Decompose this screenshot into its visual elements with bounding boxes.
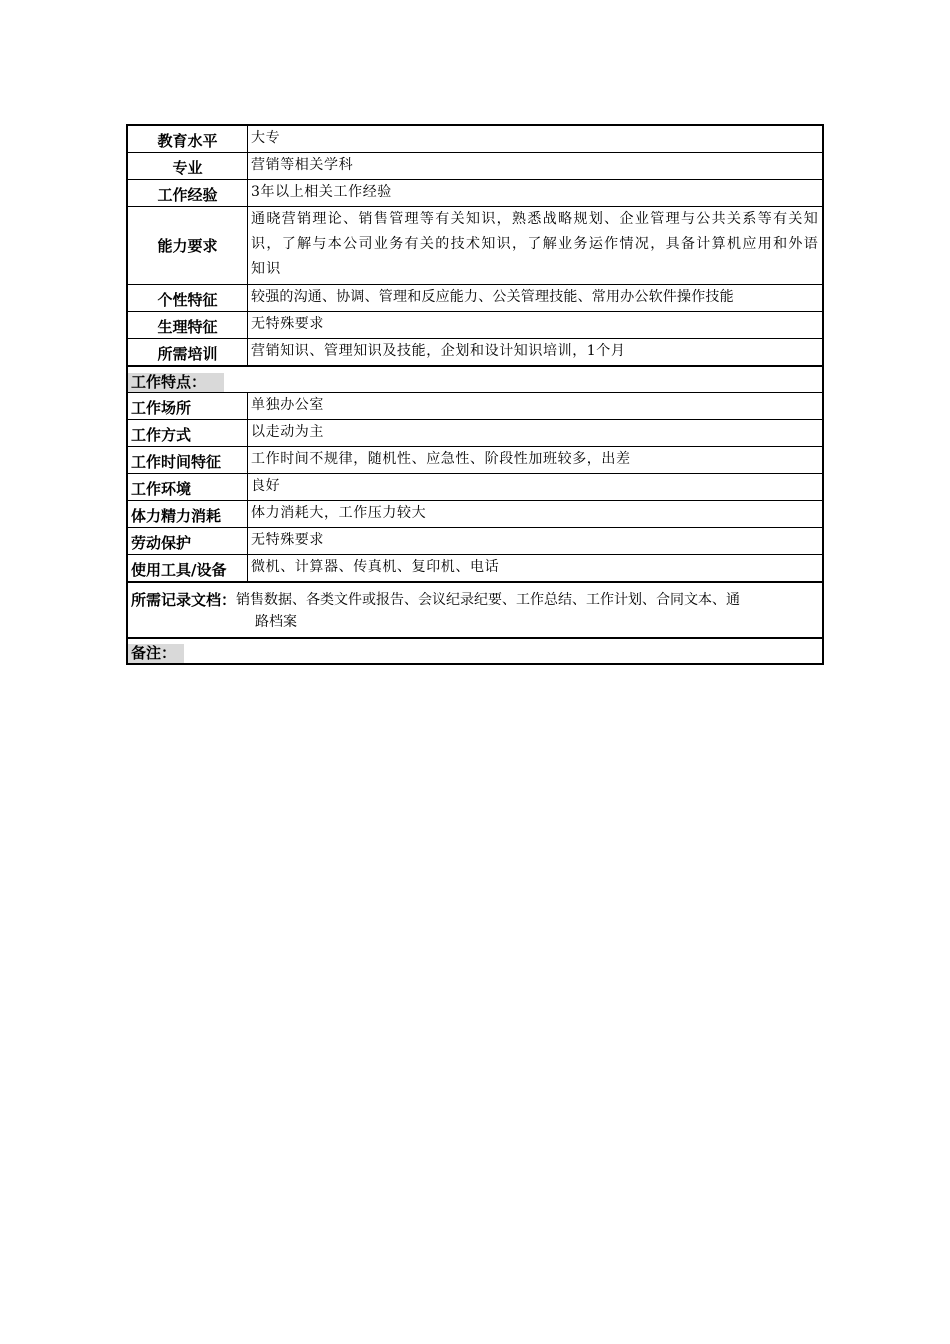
row-value: 营销知识、管理知识及技能，企划和设计知识培训，1个月 xyxy=(251,343,626,359)
row-value: 大专 xyxy=(251,130,281,146)
row-value: 营销等相关学科 xyxy=(251,157,354,173)
row-label: 劳动保护 xyxy=(128,528,248,554)
row-value: 无特殊要求 xyxy=(251,532,324,548)
job-description-table xyxy=(126,124,824,665)
row-label: 能力要求 xyxy=(128,207,248,284)
row-label: 体力精力消耗 xyxy=(128,501,248,527)
row-value: 工作时间不规律，随机性、应急性、阶段性加班较多，出差 xyxy=(251,451,631,467)
row-protection xyxy=(128,528,822,555)
row-work-mode xyxy=(128,420,822,447)
row-ability xyxy=(128,207,822,285)
row-label: 使用工具/设备 xyxy=(128,555,248,581)
row-value: 体力消耗大，工作压力较大 xyxy=(251,505,427,521)
section-title: 工作特点： xyxy=(128,373,224,392)
row-label: 工作环境 xyxy=(128,474,248,500)
row-label: 工作场所 xyxy=(128,393,248,419)
row-value: 良好 xyxy=(251,478,281,494)
row-label: 工作方式 xyxy=(128,420,248,446)
row-notes xyxy=(128,639,822,663)
row-label: 专业 xyxy=(128,153,248,179)
row-physical xyxy=(128,312,822,339)
row-label: 个性特征 xyxy=(128,285,248,311)
documents-value-continued: 路档案 xyxy=(255,614,297,630)
row-label: 生理特征 xyxy=(128,312,248,338)
row-value: 较强的沟通、协调、管理和反应能力、公关管理技能、常用办公软件操作技能 xyxy=(251,289,734,305)
row-value: 通晓营销理论、销售管理等有关知识，熟悉战略规划、企业管理与公共关系等有关知识，了解与本公司业务有关的技术知识，了解业务运作情况，具备计算机应用和外语知识 xyxy=(251,211,819,277)
row-work-hours xyxy=(128,447,822,474)
row-value: 微机、计算器、传真机、复印机、电话 xyxy=(251,559,500,575)
row-personality xyxy=(128,285,822,312)
row-label: 工作经验 xyxy=(128,180,248,206)
row-value: 以走动为主 xyxy=(251,424,324,440)
row-training xyxy=(128,339,822,367)
row-energy xyxy=(128,501,822,528)
row-label: 教育水平 xyxy=(128,126,248,152)
row-environment xyxy=(128,474,822,501)
documents-value: 销售数据、各类文件或报告、会议纪录纪要、工作总结、工作计划、合同文本、通 xyxy=(236,592,741,608)
row-experience xyxy=(128,180,822,207)
row-major xyxy=(128,153,822,180)
row-value: 单独办公室 xyxy=(251,397,324,413)
row-tools xyxy=(128,555,822,583)
row-education xyxy=(128,126,822,153)
row-documents xyxy=(128,583,822,639)
documents-label: 所需记录文档： xyxy=(131,591,237,609)
row-workplace xyxy=(128,393,822,420)
notes-label: 备注： xyxy=(128,644,184,663)
row-label: 工作时间特征 xyxy=(128,447,248,473)
row-label: 所需培训 xyxy=(128,339,248,365)
row-value: 3年以上相关工作经验 xyxy=(251,184,392,200)
work-section-header xyxy=(128,367,822,393)
row-value: 无特殊要求 xyxy=(251,316,324,332)
